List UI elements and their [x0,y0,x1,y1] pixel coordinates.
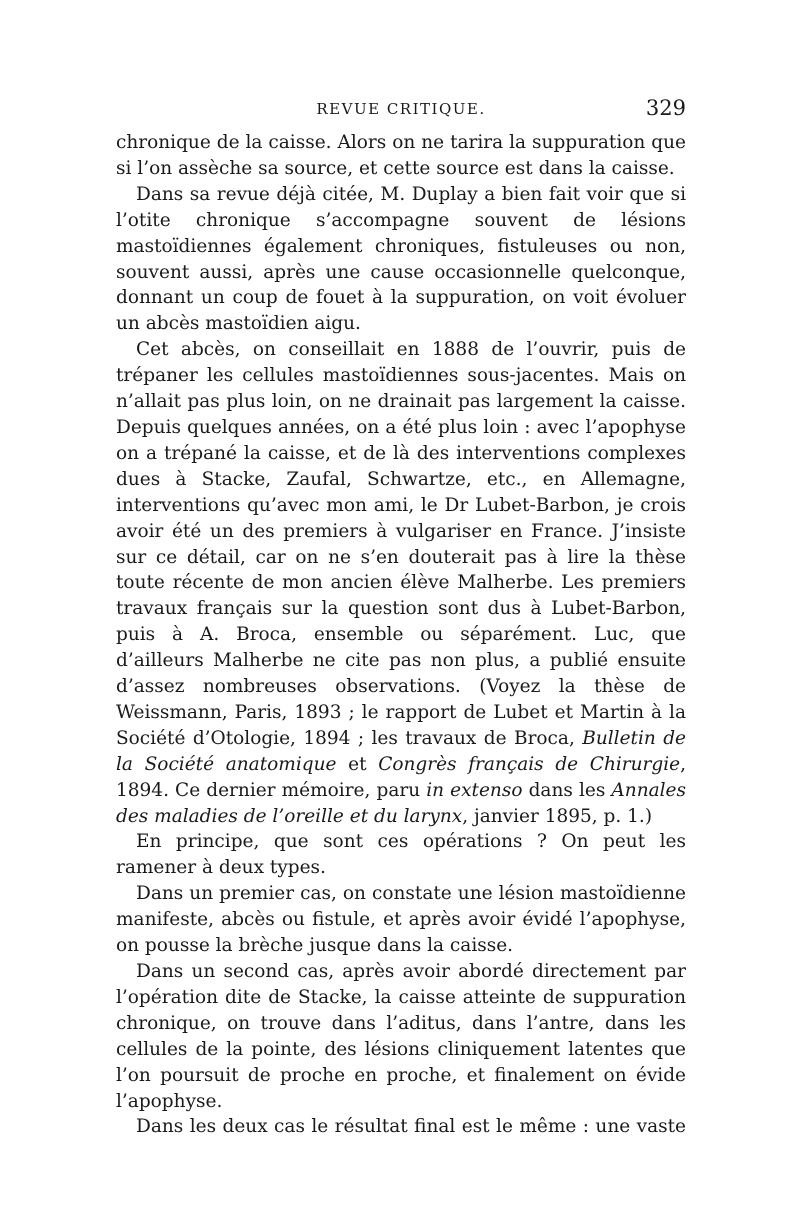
page-number: 329 [645,96,686,120]
text-run: Dans un premier cas, on constate une lésion mastoïdienne manifeste, abcès ou fistule, et après avoir évidé l’apophyse, on pousse la brèche jusque dans la caisse. [116,883,686,957]
text-run: chronique de la caisse. Alors on ne tarira la suppuration que si l’on assèche sa source, et cette source est dans la caisse. [116,132,686,179]
text-run: dans les [522,779,612,801]
italic-run: in extenso [426,779,523,801]
paragraph [116,1114,686,1140]
italic-run: Congrès français de Chirurgie [378,753,681,775]
text-run: Dans les deux cas le résultat final est le même : une vaste [136,1116,686,1138]
text-run: Cet abcès, on conseillait en 1888 de l’ouvrir, puis de trépaner les cellules mastoïdiennes sous-jacentes. Mais on n’allait pas plus loin, on ne drainait pas largement la caisse. Depuis quelques années, on a été plus loin : avec l’apophyse on a trépané la caisse, et de là des interventions complexes dues à Stacke, Zaufal, Schwartze, etc., en Allemagne, interventions qu’avec mon ami, le Dr Lubet-Barbon, je crois avoir été un des premiers à vulgariser en France. J’insiste sur ce détail, car on ne s’en douterait pas à lire la thèse toute récente de mon ancien élève Malherbe. Les premiers travaux français sur la question sont dus à Lubet-Barbon, puis à A. Broca, ensemble ou séparément. Luc, que d’ailleurs Malherbe ne cite pas non plus, a publié ensuite d’assez nombreuses observations. (Voyez la thèse de Weissmann, Paris, 1893 ; le rapport de Lubet et Martin à la Société d’Otologie, 1894 ; les travaux de Broca, [116,339,686,749]
italic-run: Bulletin de la Société anatomique [116,727,686,775]
text-run: , 1894. Ce dernier mémoire, paru [116,753,686,801]
paragraph [116,182,686,337]
paragraph [116,130,686,182]
paragraph [116,829,686,881]
text-run: et [336,753,379,775]
text-run: Dans sa revue déjà citée, M. Duplay a bien fait voir que si l’otite chronique s’accompagne souvent de lésions mastoïdiennes également chroniques, fistuleuses ou non, souvent aussi, après une cause occasionnelle quelconque, donnant un coup de fouet à la suppuration, on voit évoluer un abcès mastoïdien aigu. [116,183,686,335]
running-title: REVUE CRITIQUE. [316,100,486,118]
paragraph [116,959,686,1114]
text-run: Dans un second cas, après avoir abordé directement par l’opération dite de Stacke, la caisse atteinte de suppuration chronique, on trouve dans l’aditus, dans l’antre, dans les cellules de la pointe, des lésions cliniquement latentes que l’on poursuit de proche en proche, et finalement on évide l’apophyse. [116,961,686,1112]
body-text [116,130,686,1140]
italic-run: Annales des maladies de l’oreille et du larynx [116,779,686,827]
paragraph [116,337,686,829]
paragraph [116,881,686,959]
text-run: , janvier 1895, p. 1.) [462,805,653,827]
text-run: En principe, que sont ces opérations ? On peut les ramener à deux types. [116,831,686,879]
running-head [116,96,686,122]
